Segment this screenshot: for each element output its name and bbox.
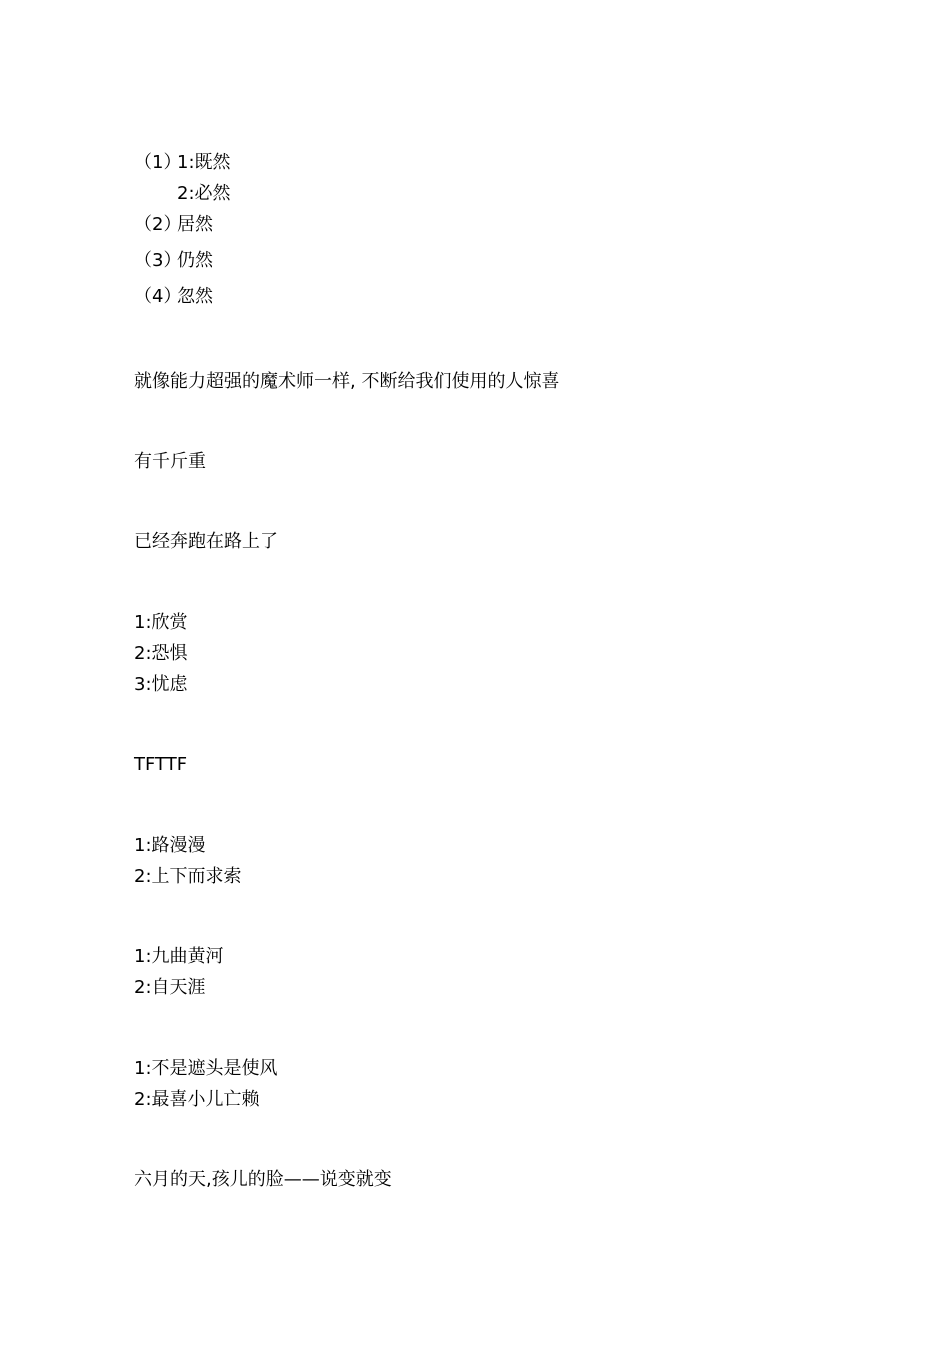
question-4-label: （4） (134, 286, 182, 307)
answer-wind-2: 2:最喜小儿亡赖 (134, 1089, 260, 1110)
question-1-label: （1） (134, 152, 182, 173)
question-2-answer: 居然 (177, 214, 213, 235)
question-1-answer-2: 2:必然 (177, 183, 231, 204)
answer-wind-1: 1:不是遮头是使风 (134, 1058, 278, 1079)
answer-thousand-jin: 有千斤重 (134, 451, 206, 472)
answer-yellow-river-1: 1:九曲黄河 (134, 946, 224, 967)
question-1-answer-1: 1:既然 (177, 152, 231, 173)
answer-emotion-3: 3:忧虑 (134, 674, 188, 695)
answer-magician: 就像能力超强的魔术师一样, 不断给我们使用的人惊喜 (134, 371, 560, 392)
answer-running: 已经奔跑在路上了 (134, 531, 278, 552)
answer-yellow-river-2: 2:自天涯 (134, 977, 206, 998)
answer-emotion-1: 1:欣赏 (134, 612, 188, 633)
answer-emotion-2: 2:恐惧 (134, 643, 188, 664)
question-3-label: （3） (134, 250, 182, 271)
answer-true-false: TFTTF (134, 754, 188, 775)
answer-road-2: 2:上下而求索 (134, 866, 242, 887)
answer-road-1: 1:路漫漫 (134, 835, 206, 856)
answer-june-sky: 六月的天,孩儿的脸——说变就变 (134, 1169, 392, 1190)
question-3-answer: 仍然 (177, 250, 213, 271)
question-2-label: （2） (134, 214, 182, 235)
question-4-answer: 忽然 (177, 286, 213, 307)
